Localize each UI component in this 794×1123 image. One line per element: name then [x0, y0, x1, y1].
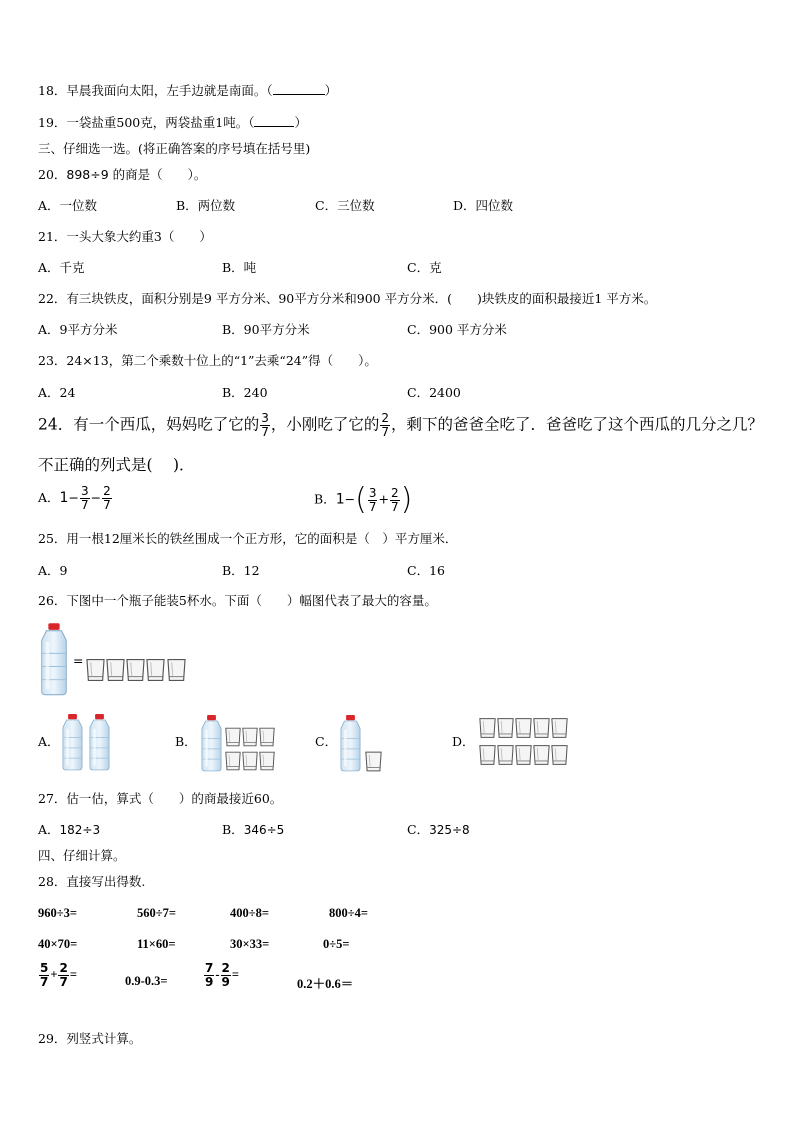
cup-icon	[242, 751, 258, 771]
question-21: 21．一头大象大约重3（ ）	[38, 229, 212, 244]
question-28: 28．直接写出得数.	[38, 874, 146, 889]
calc-item: 0÷5=	[323, 937, 350, 951]
section-4-heading: 四、仔细计算。	[38, 848, 126, 863]
calc-item: 960÷3=	[38, 906, 77, 920]
question-23: 23．24×13，第二个乘数十位上的“1”去乘“24”得（ ）。	[38, 353, 377, 368]
calc-item: 400÷8=	[230, 906, 269, 920]
q24-fraction-xiaogang: $\frac{2}{7}$	[381, 411, 390, 439]
q24-option-a[interactable]: A．1− $\frac{3}{7}$ − $\frac{2}{7}$	[38, 484, 111, 512]
cup-icon	[365, 751, 382, 772]
q27-option-a[interactable]: A．182÷3	[38, 822, 101, 837]
q20-option-a[interactable]: A．一位数	[38, 198, 98, 213]
calc-item-fraction-add: $\frac{5}{7}$ + $\frac{2}{7}$ =	[40, 961, 77, 989]
q20-option-b[interactable]: B．两位数	[176, 198, 236, 213]
q23-option-b[interactable]: B．240	[222, 385, 268, 400]
calc-item: 30×33=	[230, 937, 270, 951]
q21-option-c[interactable]: C．克	[407, 260, 442, 275]
q24-line-2: 不正确的列式是( )．	[38, 456, 195, 474]
q20-option-d[interactable]: D．四位数	[453, 198, 514, 213]
q20-expression: 898÷9	[66, 167, 109, 182]
cup-icon	[259, 751, 275, 771]
question-29: 29．列竖式计算。	[38, 1031, 142, 1046]
cup-icon	[533, 717, 550, 739]
calc-item: 40×70=	[38, 937, 78, 951]
cup-icon	[146, 658, 165, 682]
q21-option-a[interactable]: A．千克	[38, 260, 85, 275]
cup-icon	[242, 727, 258, 747]
calc-item: 560÷7=	[137, 906, 176, 920]
bottle-icon	[60, 712, 85, 772]
calc-item-fraction-subtract: $\frac{7}{9}$ - $\frac{2}{9}$ =	[205, 961, 240, 989]
q22-option-a[interactable]: A．9平方分米	[38, 322, 118, 337]
calc-item: 0.2＋0.6＝	[297, 977, 354, 991]
cup-icon	[259, 727, 275, 747]
cup-icon	[551, 744, 568, 766]
q23-option-a[interactable]: A．24	[38, 385, 76, 400]
cup-icon	[479, 744, 496, 766]
calc-item: 0.9-0.3=	[125, 974, 168, 988]
question-24: 24．有一个西瓜，妈妈吃了它的 $\frac{3}{7}$ ，小刚吃了它的 $\frac{2}{7}$ ，剩下的爸爸全吃了．爸爸吃了这个西瓜的几分之几？	[38, 411, 764, 439]
q22-option-b[interactable]: B．90平方分米	[222, 322, 310, 337]
q24-option-b[interactable]: B．1−( $\frac{3}{7}$ + $\frac{2}{7}$ )	[314, 482, 413, 517]
cup-icon	[167, 658, 186, 682]
cup-icon	[551, 717, 568, 739]
question-18: 18．早晨我面向太阳，左手边就是南面。（ ）	[38, 83, 338, 98]
cup-icon	[106, 658, 125, 682]
q18-text: 18．早晨我面向太阳，左手边就是南面。（	[38, 83, 273, 98]
cup-icon	[515, 744, 532, 766]
q26-option-a[interactable]: A．	[38, 734, 60, 749]
cup-icon	[86, 658, 105, 682]
question-27: 27．估一估，算式（ ）的商最接近60。	[38, 791, 283, 806]
q18-answer-blank[interactable]	[273, 94, 325, 95]
q25-option-c[interactable]: C．16	[407, 563, 445, 578]
q19-text: 19．一袋盐重500克，两袋盐重1吨。（	[38, 115, 255, 130]
cup-icon	[126, 658, 145, 682]
bottle-icon	[199, 712, 224, 774]
question-19: 19．一袋盐重500克，两袋盐重1吨。（ ）	[38, 115, 307, 130]
q26-equals-sign: =	[73, 653, 84, 668]
bottle-icon	[87, 712, 112, 772]
cup-icon	[225, 751, 241, 771]
q27-option-c[interactable]: C．325÷8	[407, 822, 470, 837]
q25-option-b[interactable]: B．12	[222, 563, 260, 578]
q22-option-c[interactable]: C．900 平方分米	[407, 322, 507, 337]
q26-option-b[interactable]: B．	[175, 734, 197, 749]
section-3-heading: 三、仔细选一选。(将正确答案的序号填在括号里)	[38, 141, 311, 156]
bottle-icon	[338, 712, 363, 774]
cup-icon	[533, 744, 550, 766]
q26-option-d[interactable]: D．	[452, 734, 475, 749]
cup-icon	[497, 717, 514, 739]
calc-item: 11×60=	[137, 937, 176, 951]
cup-icon	[515, 717, 532, 739]
cup-icon	[497, 744, 514, 766]
question-26: 26．下图中一个瓶子能装5杯水。下面（ ）幅图代表了最大的容量。	[38, 593, 437, 608]
q19-answer-blank[interactable]	[254, 126, 294, 127]
q27-option-b[interactable]: B．346÷5	[222, 822, 285, 837]
question-22: 22．有三块铁皮，面积分别是9 平方分米、90平方分米和900 平方分米．( )块铁皮的面积最接近1 平方米。	[38, 291, 657, 306]
calc-item: 800÷4=	[329, 906, 368, 920]
cup-icon	[225, 727, 241, 747]
q21-option-b[interactable]: B．吨	[222, 260, 257, 275]
question-20: 20．898÷9 的商是（ ）。	[38, 167, 207, 182]
q25-option-a[interactable]: A．9	[38, 563, 68, 578]
question-25: 25．用一根12厘米长的铁丝围成一个正方形，它的面积是（ ）平方厘米．	[38, 531, 458, 546]
cup-icon	[479, 717, 496, 739]
q26-option-c[interactable]: C．	[315, 734, 338, 749]
q24-fraction-mom: $\frac{3}{7}$	[261, 411, 269, 439]
q20-option-c[interactable]: C．三位数	[315, 198, 375, 213]
q23-option-c[interactable]: C．2400	[407, 385, 461, 400]
q26-reference-bottle	[38, 622, 70, 696]
